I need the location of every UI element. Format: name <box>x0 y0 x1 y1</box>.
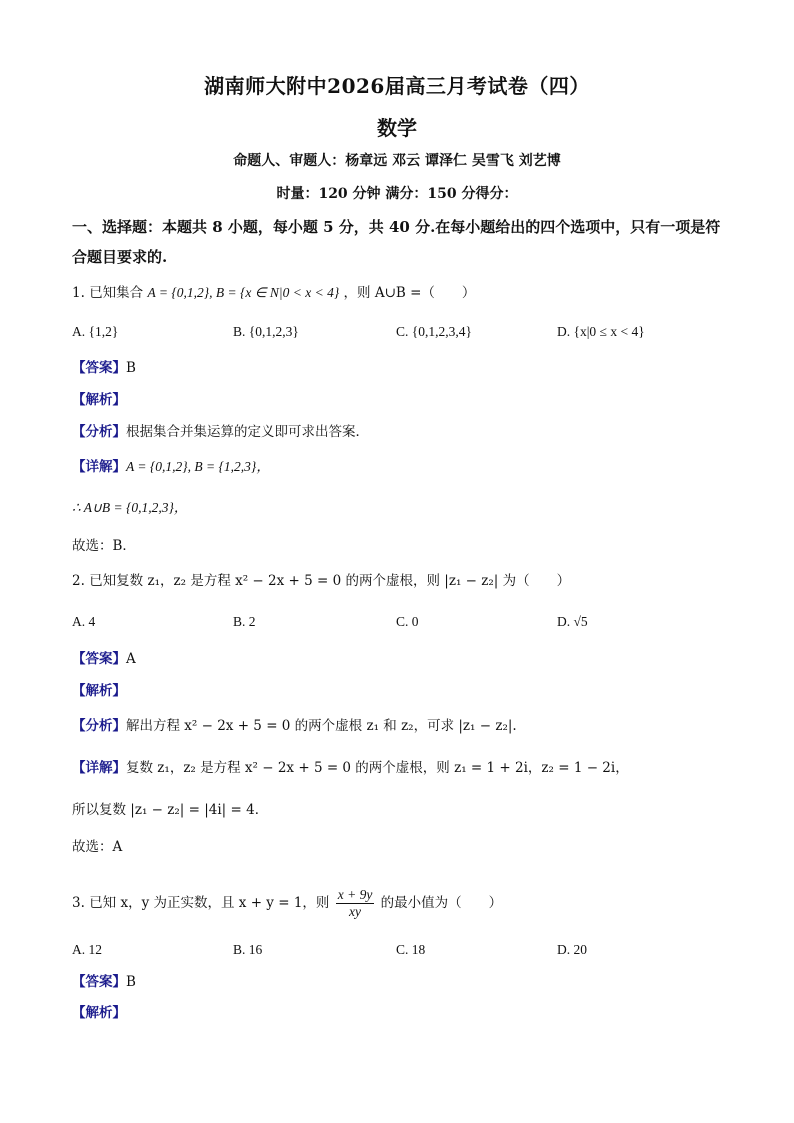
question-stem-post: 的最小值为（ ） <box>380 895 503 911</box>
q1-detail-line-1 <box>72 457 270 477</box>
q2-analysis-tag <box>72 681 126 701</box>
subject-title: 数学 <box>377 116 417 140</box>
answer-value: B <box>126 974 136 990</box>
question-1-stem <box>72 283 475 303</box>
question-stem: 已知复数 z₁，z₂ 是方程 x² − 2x + 5 = 0 的两个虚根，则 |z₁ − z₂| 为（ ） <box>89 573 571 589</box>
q1-analysis-tag <box>72 390 126 410</box>
q3-option-d: D. 20 <box>557 942 587 957</box>
question-stem-pre: 已知集合 <box>89 285 144 301</box>
answer-tag: 【答案】 <box>72 974 126 990</box>
q2-fenxi-line <box>72 716 517 736</box>
q2-detail-line-2: 所以复数 |z₁ − z₂| = |4i| = 4． <box>72 802 269 818</box>
analysis-tag: 【解析】 <box>72 1005 126 1021</box>
section-heading: 一、选择题：本题共 8 小题，每小题 5 分，共 40 分.在每小题给出的四个选项中，只有一项是符合题目要求的. <box>72 218 721 266</box>
q1-option-a: A. {1,2} <box>72 324 119 339</box>
question-number: 3. <box>72 895 85 911</box>
q2-option-c: C. 0 <box>396 614 419 629</box>
question-number: 2. <box>72 573 85 589</box>
question-number: 1. <box>72 285 85 301</box>
question-3-stem <box>72 885 502 921</box>
answer-value: B <box>126 360 136 376</box>
q3-option-b: B. 16 <box>233 942 263 957</box>
q1-fenxi-line <box>72 422 369 442</box>
question-2-stem <box>72 571 570 591</box>
analysis-tag: 【解析】 <box>72 683 126 699</box>
time-score-line: 时量：120 分钟 满分：150 分得分： <box>276 186 518 202</box>
authors-line: 命题人、审题人：杨章远 邓云 谭泽仁 吴雪飞 刘艺博 <box>233 153 561 169</box>
detail-text: 复数 z₁，z₂ 是方程 x² − 2x + 5 = 0 的两个虚根，则 z₁ = 1 + 2i，z₂ = 1 − 2i， <box>126 760 629 776</box>
q2-detail-line-1 <box>72 758 629 778</box>
fraction-numerator: x + 9y <box>337 887 373 902</box>
analysis-tag: 【解析】 <box>72 392 126 408</box>
detail-tag: 【详解】 <box>72 760 126 776</box>
answer-tag: 【答案】 <box>72 360 126 376</box>
fenxi-text: 根据集合并集运算的定义即可求出答案． <box>126 424 369 440</box>
exam-title: 湖南师大附中2026届高三月考试卷（四） <box>204 74 590 98</box>
question-stem-math: A = {0,1,2}, B = {x ∈ N|0 < x < 4} <box>147 285 340 300</box>
detail-tag: 【详解】 <box>72 459 126 475</box>
q1-option-c: C. {0,1,2,3,4} <box>396 324 472 339</box>
q3-answer-line <box>72 972 136 992</box>
fenxi-tag: 【分析】 <box>72 718 126 734</box>
question-stem-pre: 已知 x，y 为正实数，且 x + y = 1，则 <box>89 895 330 911</box>
fenxi-text: 解出方程 x² − 2x + 5 = 0 的两个虚根 z₁ 和 z₂，可求 |z₁ − z₂|. <box>126 718 517 734</box>
q2-option-a: A. 4 <box>72 614 96 629</box>
q1-option-b: B. {0,1,2,3} <box>233 324 299 339</box>
q1-option-d: D. {x|0 ≤ x < 4} <box>557 324 645 339</box>
fraction <box>336 887 375 920</box>
q3-option-c: C. 18 <box>396 942 426 957</box>
q1-detail-line-3: 故选：B． <box>72 538 136 554</box>
detail-text: A = {0,1,2}, B = {1,2,3}， <box>126 459 270 474</box>
answer-value: A <box>126 651 136 667</box>
q3-option-a: A. 12 <box>72 942 102 957</box>
q1-answer-line <box>72 358 136 378</box>
q2-option-b: B. 2 <box>233 614 256 629</box>
q1-detail-line-2: ∴ A∪B = {0,1,2,3}， <box>72 500 188 515</box>
fraction-denominator: xy <box>349 904 361 919</box>
fenxi-tag: 【分析】 <box>72 424 126 440</box>
q3-analysis-tag <box>72 1003 126 1023</box>
q2-answer-line <box>72 649 136 669</box>
answer-tag: 【答案】 <box>72 651 126 667</box>
q2-option-d: D. √5 <box>557 614 588 629</box>
question-stem-post: ，则 A∪B =（ ） <box>343 285 476 301</box>
q2-detail-line-3: 故选：A <box>72 839 123 855</box>
